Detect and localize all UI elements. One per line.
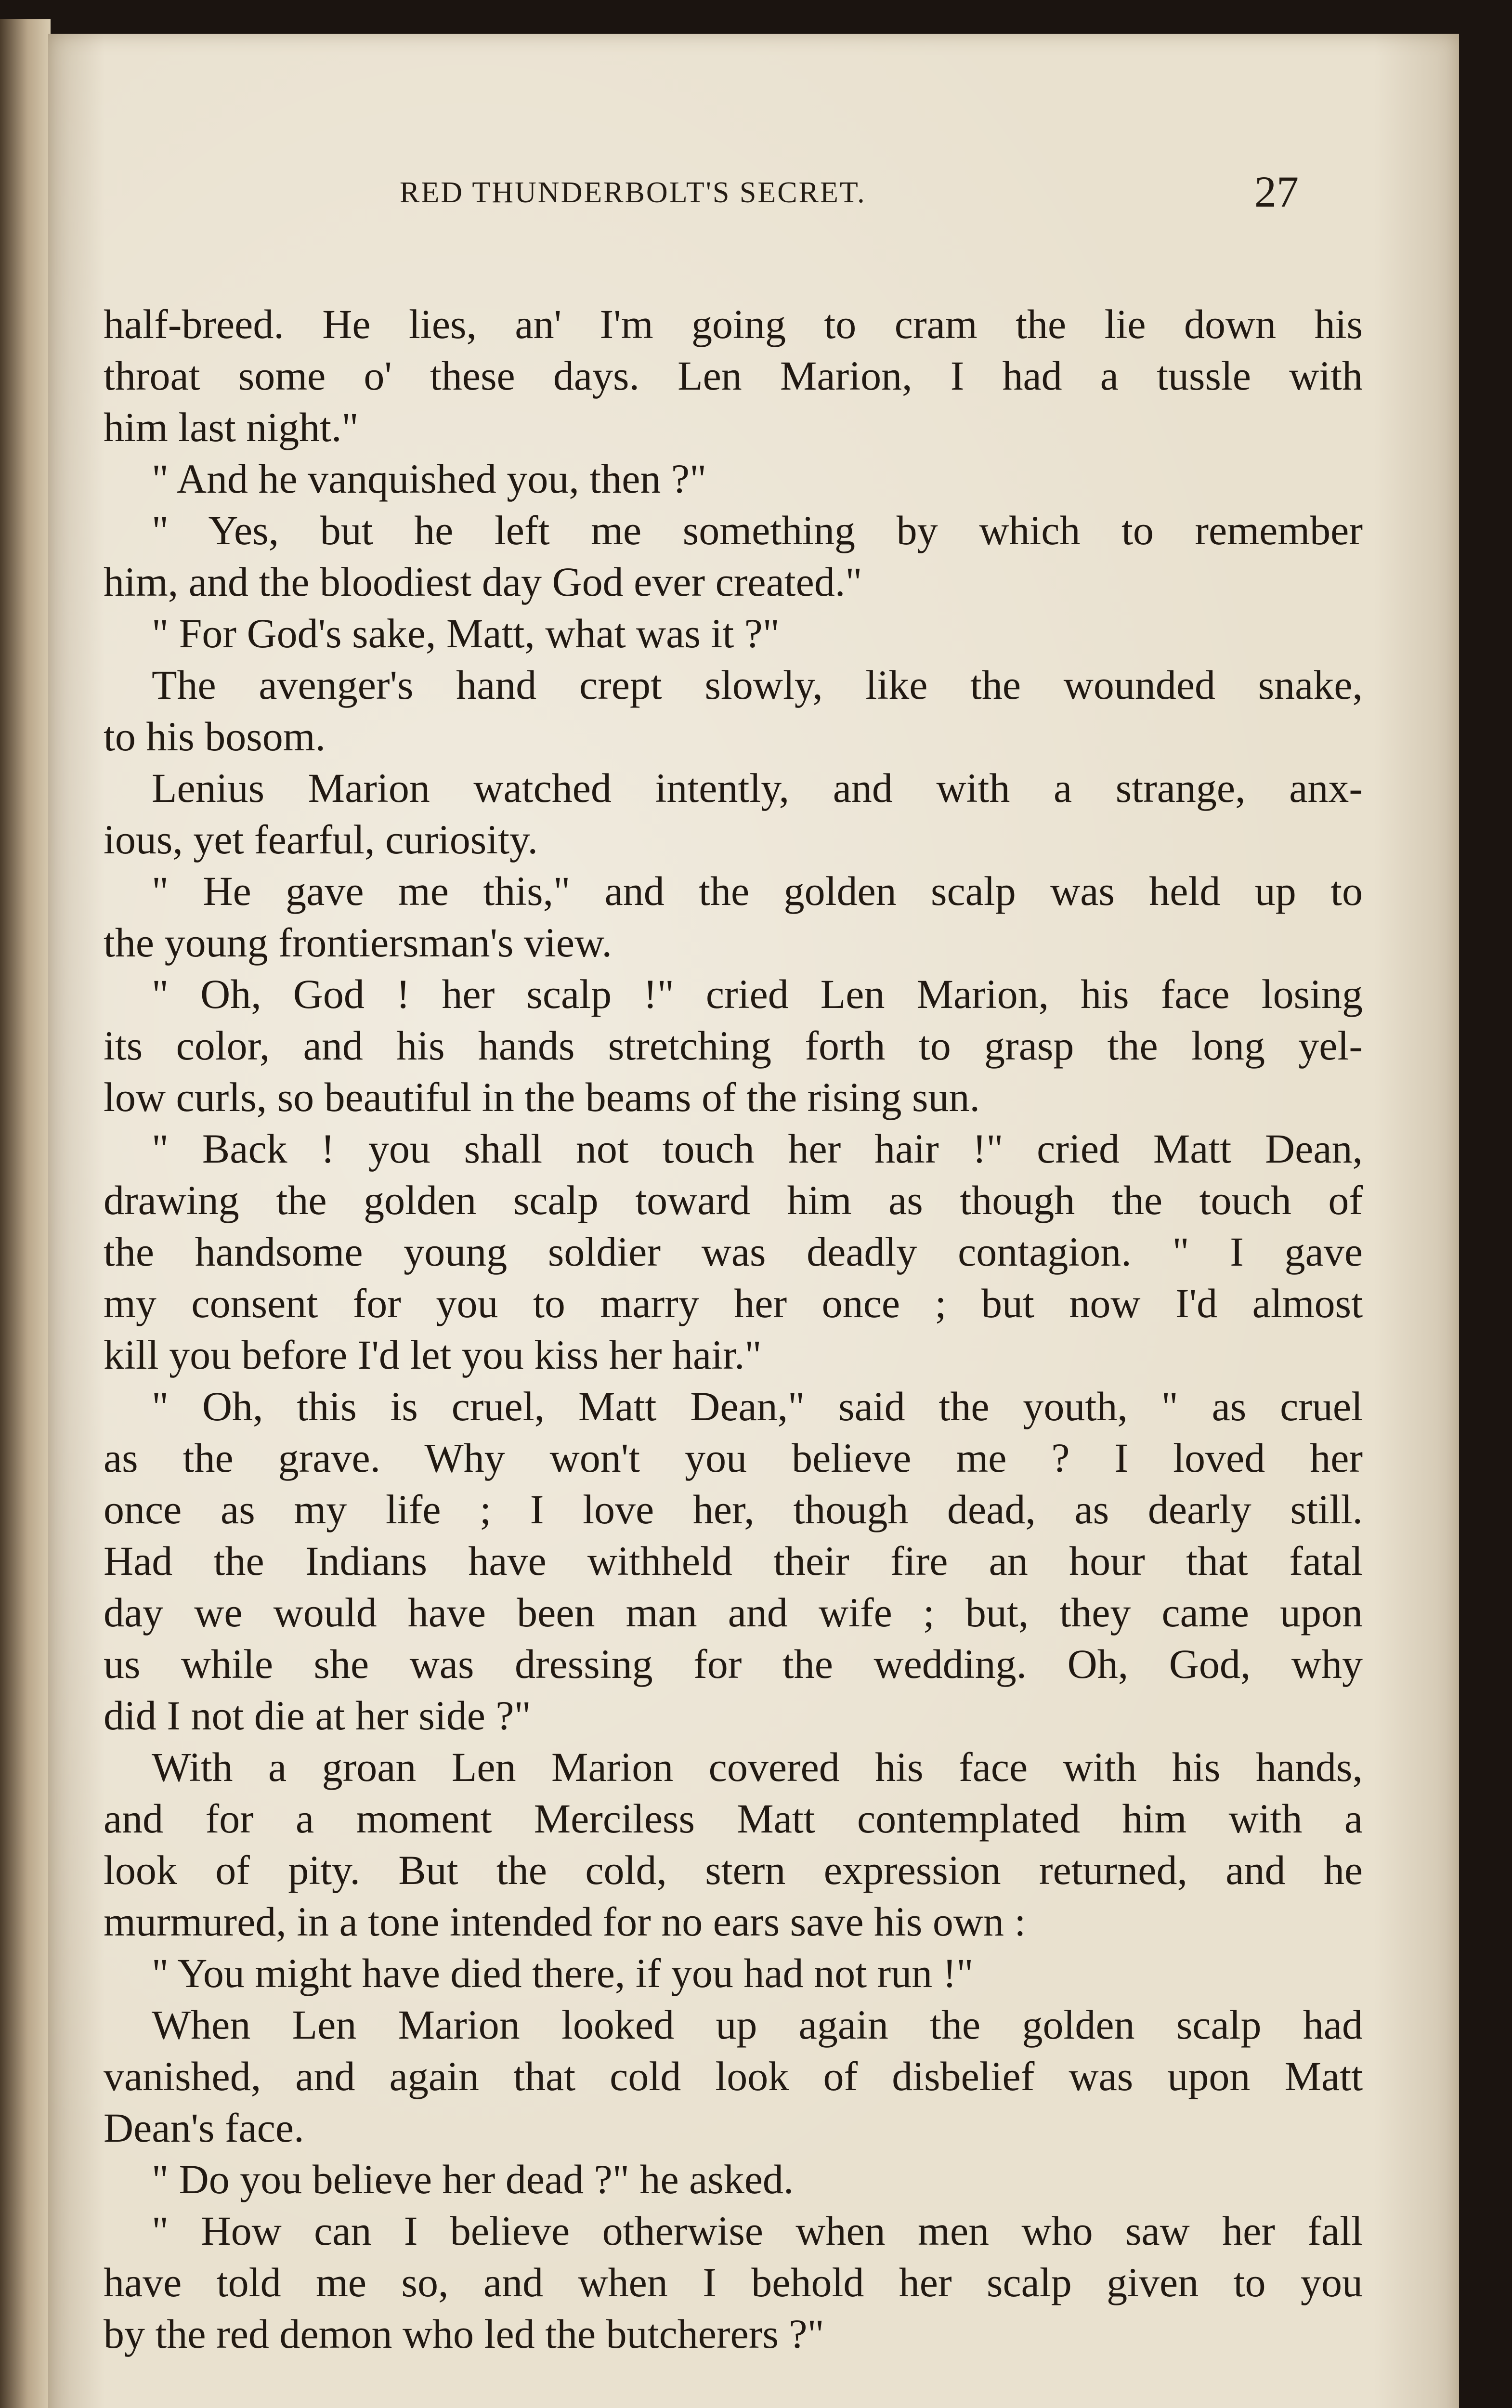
text-line: Lenius Marion watched intently, and with a strange, anx- (152, 765, 1363, 811)
text-line: ious, yet fearful, curiosity. (104, 816, 538, 863)
text-line: With a groan Len Marion covered his face with his hands, (152, 1744, 1363, 1790)
text-line: as the grave. Why won't you believe me ? I loved her (104, 1435, 1363, 1481)
running-head: RED THUNDERBOLT'S SECRET. (400, 176, 866, 209)
book-page (48, 34, 1459, 2408)
text-line: " Yes, but he left me something by which to remember (152, 507, 1363, 553)
text-line: to his bosom. (104, 713, 326, 759)
text-line: " Back ! you shall not touch her hair !" cried Matt Dean, (152, 1125, 1363, 1172)
text-line: the handsome young soldier was deadly contagion. " I gave (104, 1229, 1363, 1275)
page-header (48, 157, 1459, 219)
body-text (104, 299, 1363, 2360)
text-line: him, and the bloodiest day God ever created." (104, 559, 862, 605)
text-line: kill you before I'd let you kiss her hair." (104, 1332, 762, 1378)
text-line: " Do you believe her dead ?" he asked. (152, 2156, 794, 2202)
text-line: " And he vanquished you, then ?" (152, 456, 707, 502)
text-line: " For God's sake, Matt, what was it ?" (152, 610, 780, 656)
text-line: my consent for you to marry her once ; but now I'd almost (104, 1280, 1363, 1326)
text-line: vanished, and again that cold look of disbelief was upon Matt (104, 2053, 1363, 2099)
text-line: throat some o' these days. Len Marion, I had a tussle with (104, 353, 1363, 399)
text-line: did I not die at her side ?" (104, 1692, 531, 1739)
text-line: " You might have died there, if you had not run !" (152, 1950, 974, 1996)
text-line: Dean's face. (104, 2105, 304, 2151)
text-line: When Len Marion looked up again the golden scalp had (152, 2002, 1363, 2048)
text-line: " Oh, God ! her scalp !" cried Len Marion, his face losing (152, 971, 1363, 1017)
text-line: him last night." (104, 404, 359, 450)
text-line: " How can I believe otherwise when men who saw her fall (152, 2208, 1363, 2254)
text-line: murmured, in a tone intended for no ears save his own : (104, 1898, 1026, 1945)
previous-page-edge (0, 19, 51, 2408)
text-line: the young frontiersman's view. (104, 919, 613, 966)
text-line: Had the Indians have withheld their fire an hour that fatal (104, 1538, 1363, 1584)
text-line: look of pity. But the cold, stern expression returned, and he (104, 1847, 1363, 1893)
text-line: once as my life ; I love her, though dead, as dearly still. (104, 1486, 1363, 1532)
text-line: drawing the golden scalp toward him as though the touch of (104, 1177, 1363, 1223)
text-line: by the red demon who led the butcherers ?" (104, 2311, 824, 2357)
text-line: have told me so, and when I behold her scalp given to you (104, 2259, 1363, 2305)
text-line: " He gave me this," and the golden scalp was held up to (152, 868, 1363, 914)
text-line: half-breed. He lies, an' I'm going to cram the lie down his (104, 301, 1363, 347)
text-line: " Oh, this is cruel, Matt Dean," said the youth, " as cruel (152, 1383, 1363, 1429)
text-line: day we would have been man and wife ; but, they came upon (104, 1589, 1363, 1636)
text-line: and for a moment Merciless Matt contemplated him with a (104, 1795, 1363, 1842)
text-line: us while she was dressing for the wedding. Oh, God, why (104, 1641, 1363, 1687)
text-line: low curls, so beautiful in the beams of the rising sun. (104, 1074, 980, 1120)
page-number: 27 (1254, 167, 1299, 216)
text-line: its color, and his hands stretching forth to grasp the long yel- (104, 1022, 1363, 1069)
text-line: The avenger's hand crept slowly, like the wounded snake, (152, 662, 1363, 708)
